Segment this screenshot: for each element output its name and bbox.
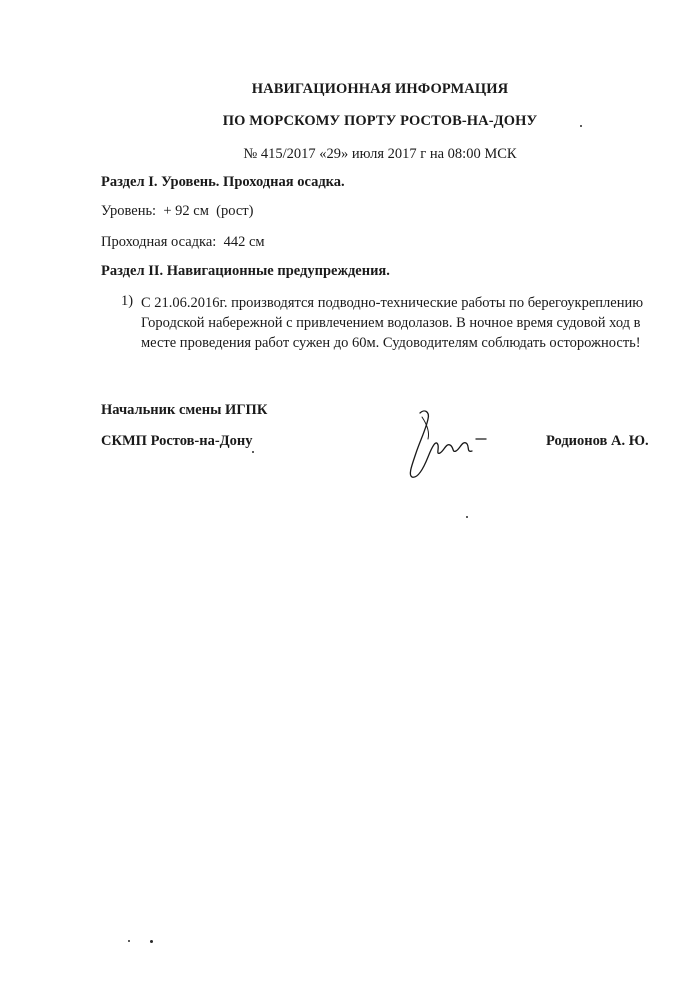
signer-name: Родионов А. Ю. xyxy=(546,433,649,449)
water-level-line: Уровень: + 92 см (рост) xyxy=(101,203,254,219)
document-subtitle: ПО МОРСКОМУ ПОРТУ РОСТОВ-НА-ДОНУ xyxy=(222,113,538,129)
scan-speck xyxy=(252,451,254,453)
scan-speck xyxy=(128,940,130,942)
scan-speck xyxy=(150,940,153,943)
document-number-date: № 415/2017 «29» июля 2017 г на 08:00 МСК xyxy=(243,146,517,162)
handwritten-signature-icon xyxy=(402,405,494,485)
scan-speck xyxy=(580,125,582,127)
draft-line: Проходная осадка: 442 см xyxy=(101,234,265,250)
signer-position-line-2: СКМП Ростов-на-Дону xyxy=(101,433,253,449)
document-title: НАВИГАЦИОННАЯ ИНФОРМАЦИЯ xyxy=(251,81,509,97)
section-1-heading: Раздел I. Уровень. Проходная осадка. xyxy=(101,174,345,190)
warning-item-number: 1) xyxy=(121,293,134,309)
warning-item-text: С 21.06.2016г. производятся подводно-технические работы по берегоукреплению Городской набережной с привлечением водолазов. В ночное время судовой ход в месте проведения работ сужен до 60м. Судоводителям соблюдать осторожность! xyxy=(141,295,644,351)
scan-speck xyxy=(466,516,468,518)
section-2-heading: Раздел II. Навигационные предупреждения. xyxy=(101,263,390,279)
signer-position-line-1: Начальник смены ИГПК xyxy=(101,402,268,418)
